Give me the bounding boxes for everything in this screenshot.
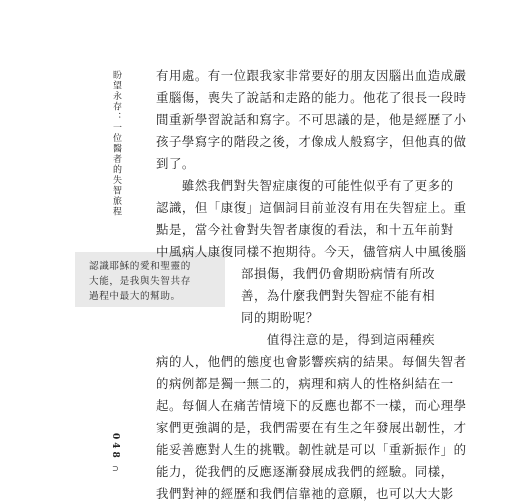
body-line: 孩子學寫字的階段之後，才像成人般寫字，但他真的做 — [156, 134, 467, 149]
pull-quote-line: 大能，是我與失智共存 — [89, 276, 191, 287]
body-line: 認識，但「康復」這個詞目前並沒有用在失智症上。重 — [156, 200, 467, 215]
body-line: 部損傷，我們仍會期盼病情有所改 — [241, 266, 436, 281]
page-number: 048 — [110, 433, 120, 461]
running-book-title: 盼望永存：一位醫者的失智旅程 — [111, 70, 121, 217]
body-line: 病的人，他們的態度也會影響疾病的結果。每個失智者 — [156, 354, 467, 369]
body-line: 重腦傷，喪失了說話和走路的能力。他花了很長一段時 — [156, 90, 467, 105]
body-line: 中風病人康復同樣不抱期待。今天，儘管病人中風後腦 — [156, 244, 467, 259]
body-line: 間重新學習說話和寫字。不可思議的是，他是經歷了小 — [156, 112, 467, 127]
pull-quote-line: 認識耶穌的愛和聖靈的 — [89, 261, 191, 272]
body-line: 有用處。有一位跟我家非常要好的朋友因腦出血造成嚴 — [156, 68, 467, 83]
body-line: 的病例都是獨一無二的，病理和病人的性格糾結在一 — [156, 376, 454, 391]
body-line: 能妥善應對人生的挑戰。韌性就是可以「重新振作」的 — [156, 442, 467, 457]
body-line: 雖然我們對失智症康復的可能性似乎有了更多的 — [156, 178, 454, 193]
body-line: 點是，當今社會對失智者康復的看法，和十五年前對 — [156, 222, 454, 237]
pull-quote-line: 過程中最大的幫助。 — [89, 291, 181, 302]
body-line: 能力，從我們的反應逐漸發展成我們的經驗。同樣， — [156, 464, 454, 479]
body-line: 同的期盼呢？ — [241, 310, 319, 325]
page-mark-icon: ⊃ — [112, 464, 119, 473]
body-line: 我們對神的經歷和我們信靠祂的意願，也可以大大影 — [156, 486, 454, 501]
body-line: 善，為什麼我們對失智症不能有相 — [241, 288, 436, 303]
body-line: 到了。 — [156, 156, 195, 171]
body-line: 值得注意的是，得到這兩種疾 — [241, 332, 436, 347]
body-line: 家們更強調的是，我們需要在有生之年發展出韌性，才 — [156, 420, 467, 435]
body-line: 起。每個人在痛苦情境下的反應也都不一樣，而心理學 — [156, 398, 467, 413]
